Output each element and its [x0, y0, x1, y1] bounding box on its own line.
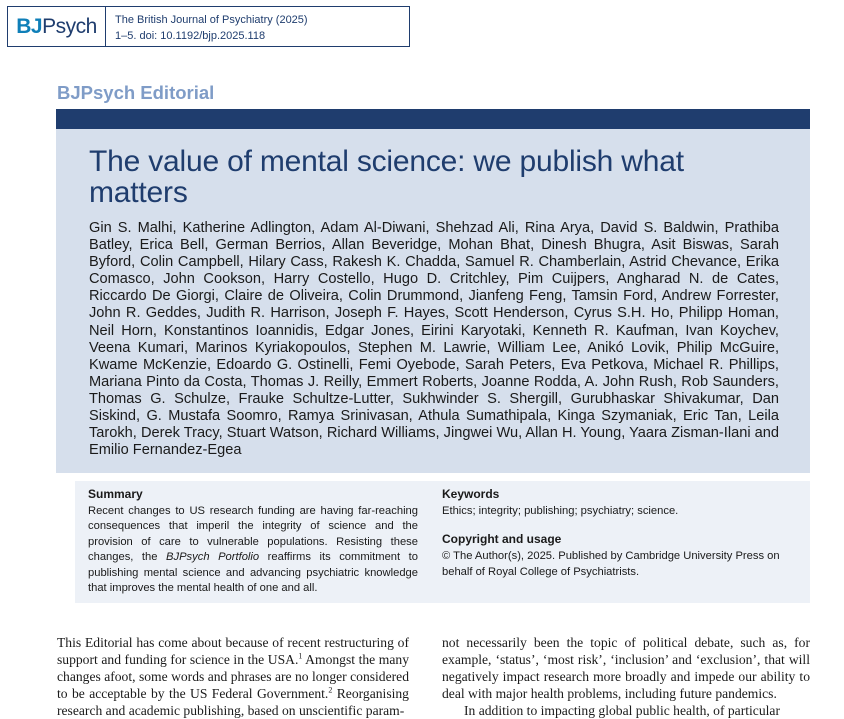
- copyright-text: © The Author(s), 2025. Published by Cambridge University Press on behalf of Royal College of Psychiatrists.: [442, 550, 780, 578]
- summary-text-end: reaffirms its commitment to publishing mental science and advancing psychiatric knowledge that improves the mental health of one and all.: [88, 551, 418, 595]
- summary-portfolio-name: BJPsych Portfolio: [166, 551, 260, 564]
- summary-text: [88, 504, 418, 596]
- body-paragraph: In addition to impacting global public health, of particular: [464, 703, 780, 719]
- journal-doi: 1–5. doi: 10.1192/bjp.2025.118: [115, 30, 266, 42]
- citation-link[interactable]: 2: [328, 685, 333, 695]
- journal-masthead: [7, 6, 410, 47]
- body-text: Amongst the many changes afoot, some words and phrases are no longer considered to be acceptable by the US Federal Government.: [57, 652, 409, 702]
- keywords-text: Ethics; integrity; publishing; psychiatry; science.: [442, 505, 679, 517]
- journal-citation: [106, 7, 308, 46]
- bjpsych-logo: [8, 7, 106, 46]
- author-list: Gin S. Malhi, Katherine Adlington, Adam Al-Diwani, Shehzad Ali, Rina Arya, David S. Baldwin, Prathiba Batley, Erica Bell, German Berrios, Allan Beveridge, Mohan Bhat, Dinesh Bhugra, Asit Biswas, Sarah Byford, Colin Campbell, Hilary Cass, Rakesh K. Chadda, Samuel R. Chamberlain, Astrid Chevance, Erika Comasco, John Cookson, Harry Costello, Hugo D. Critchley, Pim Cuijpers, Angharad N. de Cates, Riccardo De Giorgi, Claire de Oliveira, Colin Drummond, Jianfeng Feng, Tamsin Ford, Andrew Forrester, John R. Geddes, Judith R. Harrison, Joseph F. Hayes, Scott Henderson, Cyrus S.H. Ho, Philipp Homan, Neil Horn, Konstantinos Ioannidis, Edgar Jones, Eirini Karyotaki, Kenneth R. Kaufman, Ivan Koychev, Veena Kumari, Marinos Kyriakopoulos, Stephen M. Lawrie, William Lee, Anikó Lovik, Philip McGuire, Kwame McKenzie, Edoardo G. Ostinelli, Femi Oyebode, Sarah Peters, Eva Petkova, Michael R. Phillips, Mariana Pinto da Costa, Thomas J. Reilly, Emmert Roberts, Joanne Rodda, A. John Rush, Rob Saunders, Thomas G. Schulze, Frauke Schultze-Lutter, Sukhwinder S. Shergill, Gurubhaskar Shivakumar, Dan Siskind, G. Mustafa Soomro, Ramya Srinivasan, Athula Sumathipala, Kinga Szymaniak, Eric Tan, Leila Tarokh, Derek Tracy, Stuart Watson, Richard Williams, Jingwei Wu, Allan H. Young, Yaara Zisman-Ilani and Emilio Fernandez-Egea: [89, 220, 779, 459]
- title-band: [56, 109, 810, 129]
- article-title: The value of mental science: we publish what matters: [89, 145, 684, 209]
- summary-section: [88, 486, 418, 596]
- keywords-copyright-section: [442, 486, 802, 580]
- summary-heading: Summary: [88, 487, 143, 501]
- citation-link[interactable]: 1: [298, 651, 303, 661]
- body-paragraph: [57, 634, 409, 719]
- logo-bj-text: BJ: [16, 14, 43, 38]
- copyright-heading: Copyright and usage: [442, 532, 562, 547]
- section-label: BJPsych Editorial: [57, 82, 215, 103]
- logo-psych-text: Psych: [42, 14, 97, 38]
- body-text: Reorganising research and academic publishing, based on unscientific param-: [57, 686, 409, 719]
- body-paragraph: not necessarily been the topic of political debate, such as, for example, ‘status’, ‘most risk’, ‘inclusion’ and ‘exclusion’, that will negatively impact research more broadly and impede our ability to deal with major health problems, including future pandemics.: [442, 635, 810, 702]
- body-text: This Editorial has come about because of recent restructuring of support and funding for science in the USA.: [57, 635, 409, 668]
- journal-name: The British Journal of Psychiatry (2025): [115, 14, 308, 26]
- summary-text-start: Recent changes to US research funding are having far-reaching consequences that imperil the integrity of science and the provision of care to vulnerable populations. Resisting these changes, the: [88, 505, 418, 564]
- keywords-heading: Keywords: [442, 487, 500, 501]
- body-column-right: [442, 634, 810, 719]
- body-column-left: [57, 634, 409, 719]
